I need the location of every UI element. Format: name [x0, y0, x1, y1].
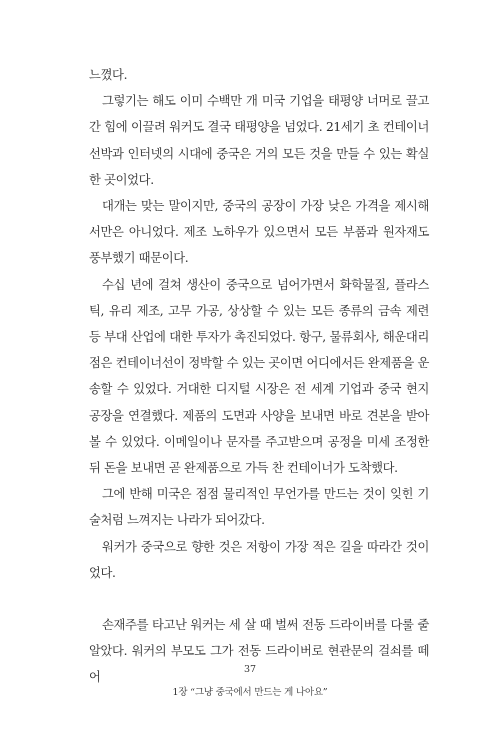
- running-footer: 1장 “그냥 중국에서 만드는 게 나아요”: [172, 687, 328, 698]
- paragraph: 손재주를 타고난 워커는 세 살 때 벌써 전동 드라이버를 다룰 줄 알았다. 워커의 부모도 그가 전동 드라이버로 현관문의 걸쇠를 떼어: [89, 618, 429, 685]
- paragraph: 그렇기는 해도 이미 수백만 개 미국 기업을 태평양 너머로 끌고 간 힘에 이끌려 워커도 결국 태평양을 넘었다. 21세기 초 컨테이너 선박과 인터넷의 시대에 중국은 거의 모든 것을 만들 수 있는 확실한 곳이었다.: [89, 94, 429, 187]
- paragraph: 수십 년에 걸쳐 생산이 중국으로 넘어가면서 화학물질, 플라스틱, 유리 제조, 고무 가공, 상상할 수 있는 모든 종류의 금속 제련 등 부대 산업에 대한 투자가 촉진되었다. 항구, 물류회사, 해운대리점은 컨테이너선이 정박할 수 있는 곳이면 어디에서든 완제품을 운송할 수 있었다. 거대한 디지털 시장은 전 세계 기업과 중국 현지 공장을 연결했다. 제품의 도면과 사양을 보내면 바로 견본을 받아볼 수 있었다. 이메일이나 문자를 주고받으며 공정을 미세 조정한 뒤 돈을 보내면 곧 완제품으로 가득 찬 컨테이너가 도착했다.: [89, 277, 429, 476]
- section-break: [89, 586, 429, 612]
- paragraph: 대개는 맞는 말이지만, 중국의 공장이 가장 낮은 가격을 제시해서만은 아니었다. 제조 노하우가 있으면서 모든 부품과 원자재도 풍부했기 때문이다.: [89, 199, 429, 266]
- body-text: [89, 62, 429, 691]
- paragraph: 워커가 중국으로 향한 것은 저항이 가장 적은 길을 따라간 것이었다.: [89, 539, 429, 580]
- paragraph: 그에 반해 미국은 점점 물리적인 무언가를 만드는 것이 잊힌 기술처럼 느껴지는 나라가 되어갔다.: [89, 487, 429, 528]
- paragraph: 느꼈다.: [89, 68, 128, 82]
- page-number: 37: [243, 664, 257, 675]
